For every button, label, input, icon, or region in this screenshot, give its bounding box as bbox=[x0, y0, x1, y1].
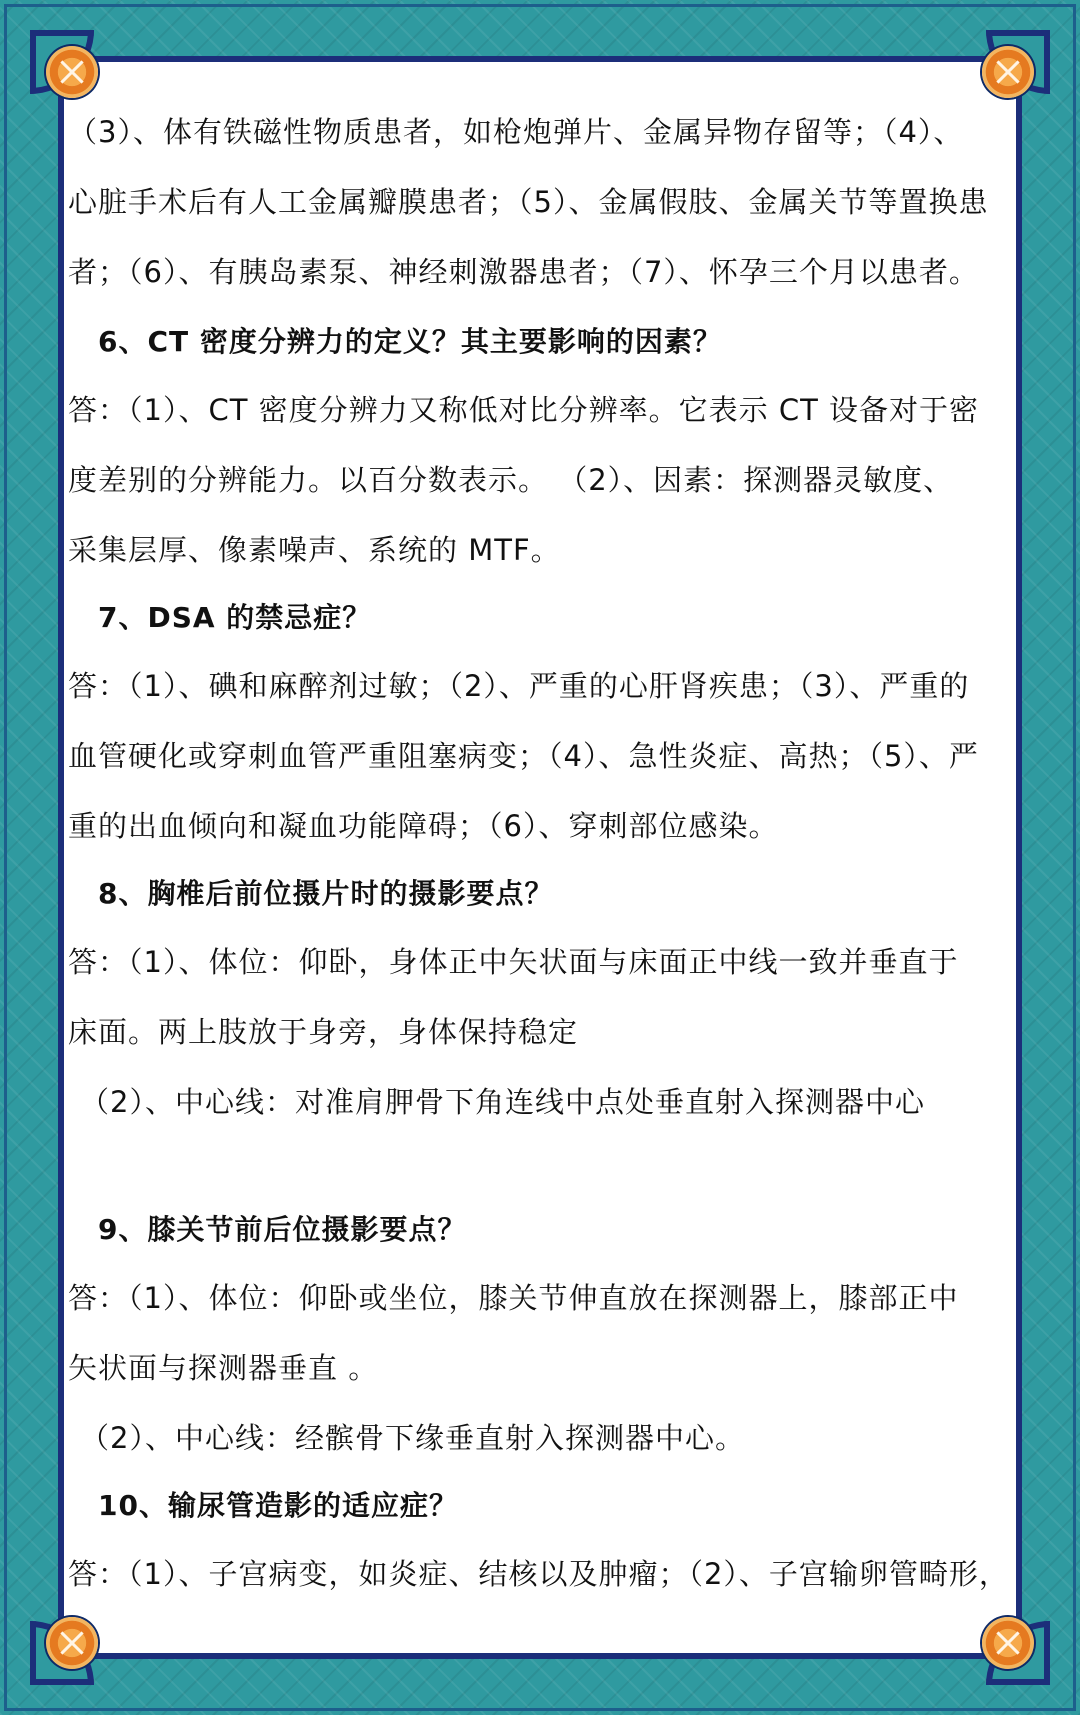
text-line: 血管硬化或穿刺血管严重阻塞病变；（4）、急性炎症、高热；（5）、严 bbox=[68, 739, 979, 773]
text-line: 重的出血倾向和凝血功能障碍；（6）、穿刺部位感染。 bbox=[68, 809, 779, 843]
medallion-icon bbox=[46, 46, 98, 98]
question-heading: 6、CT 密度分辨力的定义？其主要影响的因素？ bbox=[98, 325, 722, 358]
text-line: （2）、中心线：经髌骨下缘垂直射入探测器中心。 bbox=[80, 1421, 745, 1455]
text-line: 床面。两上肢放于身旁，身体保持稳定 bbox=[68, 1015, 579, 1049]
question-heading: 10、输尿管造影的适应症？ bbox=[98, 1489, 458, 1522]
text-line: 答：（1）、子宫病变，如炎症、结核以及肿瘤；（2）、子宫输卵管畸形， bbox=[68, 1557, 1009, 1591]
medallion-icon bbox=[982, 46, 1034, 98]
text-line: 矢状面与探测器垂直 。 bbox=[68, 1351, 379, 1385]
medallion-icon bbox=[46, 1617, 98, 1669]
text-line: 答：（1）、体位：仰卧，身体正中矢状面与床面正中线一致并垂直于 bbox=[68, 945, 959, 979]
text-line: 度差别的分辨能力。以百分数表示。 （2）、因素：探测器灵敏度、 bbox=[68, 463, 954, 497]
text-line: 心脏手术后有人工金属瓣膜患者；（5）、金属假肢、金属关节等置换患 bbox=[68, 185, 989, 219]
text-line: 者；（6）、有胰岛素泵、神经刺激器患者；（7）、怀孕三个月以患者。 bbox=[68, 255, 979, 289]
text-line: 采集层厚、像素噪声、系统的 MTF。 bbox=[68, 533, 561, 567]
content-panel bbox=[64, 62, 1016, 1653]
text-line: （2）、中心线：对准肩胛骨下角连线中点处垂直射入探测器中心 bbox=[80, 1085, 925, 1119]
text-line: 答：（1）、CT 密度分辨力又称低对比分辨率。它表示 CT 设备对于密 bbox=[68, 393, 980, 427]
text-line: （3）、体有铁磁性物质患者，如枪炮弹片、金属异物存留等；（4）、 bbox=[68, 115, 964, 149]
medallion-icon bbox=[982, 1617, 1034, 1669]
question-heading: 7、DSA 的禁忌症？ bbox=[98, 601, 372, 634]
text-line: 答：（1）、体位：仰卧或坐位，膝关节伸直放在探测器上，膝部正中 bbox=[68, 1281, 959, 1315]
question-heading: 9、膝关节前后位摄影要点？ bbox=[98, 1213, 467, 1246]
question-heading: 8、胸椎后前位摄片时的摄影要点？ bbox=[98, 877, 554, 910]
text-line: 答：（1）、碘和麻醉剂过敏；（2）、严重的心肝肾疾患；（3）、严重的 bbox=[68, 669, 970, 703]
